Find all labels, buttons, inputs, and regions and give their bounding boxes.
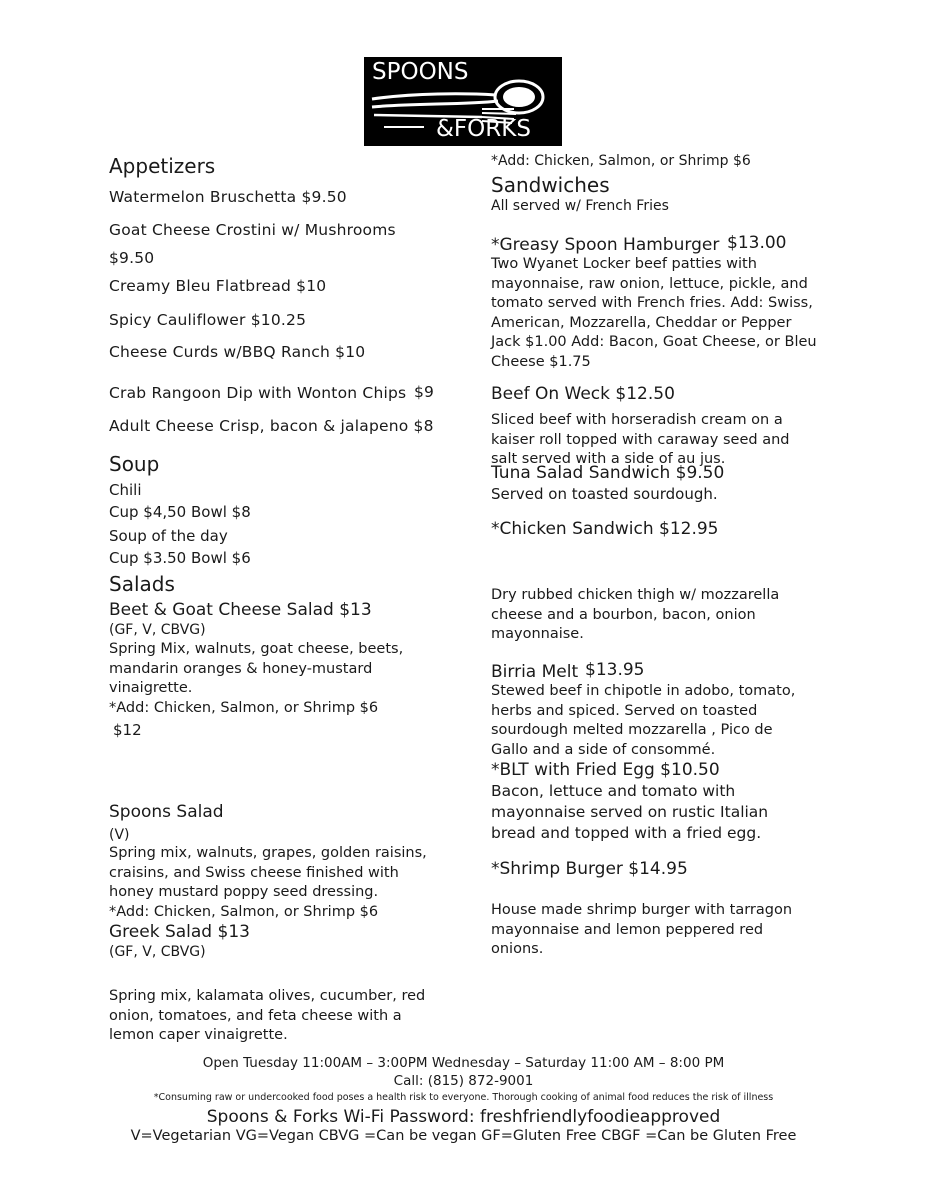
menu-item: Adult Cheese Crisp, bacon & jalapeno $8 xyxy=(109,417,434,435)
menu-item-price: $9 xyxy=(414,383,435,401)
beet-salad-description: Spring Mix, walnuts, goat cheese, beets, mandarin oranges & honey-mustard vinaigrette. *Add: Chicken, Salmon, or Shrimp $6 xyxy=(109,641,404,716)
dietary-legend: V=Vegetarian VG=Vegan CBVG =Can be vegan GF=Gluten Free CBGF =Can be Gluten Free xyxy=(130,1128,797,1144)
sandwiches-subheading: All served w/ French Fries xyxy=(491,198,669,214)
phone-number: Call: (815) 872-9001 xyxy=(393,1073,534,1089)
greek-salad-description: Spring mix, kalamata olives, cucumber, red onion, tomatoes, and feta cheese with a lemon caper vinaigrette. xyxy=(109,988,426,1043)
menu-item-price: $9.50 xyxy=(109,249,155,267)
menu-item: Creamy Bleu Flatbread $10 xyxy=(109,277,327,295)
salads-heading: Salads xyxy=(109,572,175,596)
soup-line: Chili xyxy=(109,481,142,499)
birria-melt-description: Stewed beef in chipotle in adobo, tomato, herbs and spiced. Served on toasted sourdough melted mozzarella , Pico de Gallo and a side of consommé. xyxy=(491,683,796,758)
wifi-password: Spoons & Forks Wi-Fi Password: freshfriendlyfoodieapproved xyxy=(206,1107,721,1127)
greasy-spoon-price: $13.00 xyxy=(727,233,787,253)
tuna-salad-description: Served on toasted sourdough. xyxy=(491,485,718,503)
beet-salad-name: Beet & Goat Cheese Salad $13 xyxy=(109,600,372,620)
logo-line-2: &FORKS xyxy=(436,116,531,142)
menu-item: Spicy Cauliflower $10.25 xyxy=(109,311,307,329)
logo-line-1: SPOONS xyxy=(372,59,469,85)
chicken-sandwich-name: *Chicken Sandwich $12.95 xyxy=(491,519,719,539)
greasy-spoon-description: Two Wyanet Locker beef patties with mayonnaise, raw onion, lettuce, pickle, and tomato served with French fries. Add: Swiss, American, Mozzarella, Cheddar or Pepper Jack $1.00 Add: Bacon, Goat Cheese, or Bleu Cheese $1.75 xyxy=(491,256,817,370)
beet-salad-price-2: $12 xyxy=(113,721,142,739)
add-protein-note: *Add: Chicken, Salmon, or Shrimp $6 xyxy=(491,153,751,169)
spoons-salad-description: Spring mix, walnuts, grapes, golden raisins, craisins, and Swiss cheese finished with honey mustard poppy seed dressing. *Add: Chicken, Salmon, or Shrimp $6 xyxy=(109,845,427,920)
restaurant-logo xyxy=(364,57,562,146)
soup-heading: Soup xyxy=(109,452,160,476)
menu-item: Crab Rangoon Dip with Wonton Chips xyxy=(109,384,407,402)
menu-item: Cheese Curds w/BBQ Ranch $10 xyxy=(109,343,366,361)
soup-line: Cup $3.50 Bowl $6 xyxy=(109,549,251,567)
spoons-salad-tags: (V) xyxy=(109,827,130,843)
greek-salad-tags: (GF, V, CBVG) xyxy=(109,944,206,960)
blt-description: Bacon, lettuce and tomato with mayonnaise served on rustic Italian bread and topped with a fried egg. xyxy=(491,782,769,842)
birria-melt-name: Birria Melt xyxy=(491,662,579,682)
menu-item: Watermelon Bruschetta $9.50 xyxy=(109,188,347,206)
sandwiches-heading: Sandwiches xyxy=(491,173,610,197)
opening-hours: Open Tuesday 11:00AM – 3:00PM Wednesday – Saturday 11:00 AM – 8:00 PM xyxy=(202,1055,725,1071)
greasy-spoon-name: *Greasy Spoon Hamburger xyxy=(491,235,720,255)
menu-item: Goat Cheese Crostini w/ Mushrooms xyxy=(109,221,396,239)
chicken-sandwich-description: Dry rubbed chicken thigh w/ mozzarella cheese and a bourbon, bacon, onion mayonnaise. xyxy=(491,587,780,642)
beef-on-weck-description: Sliced beef with horseradish cream on a kaiser roll topped with caraway seed and salt served with a side of au jus. xyxy=(491,412,790,467)
tuna-salad-name: Tuna Salad Sandwich $9.50 xyxy=(491,463,725,483)
beet-salad-tags: (GF, V, CBVG) xyxy=(109,622,206,638)
soup-line: Cup $4,50 Bowl $8 xyxy=(109,503,251,521)
spoons-salad-name: Spoons Salad xyxy=(109,802,224,822)
birria-melt-price: $13.95 xyxy=(585,660,645,680)
soup-line: Soup of the day xyxy=(109,527,228,545)
blt-name: *BLT with Fried Egg $10.50 xyxy=(491,760,720,780)
shrimp-burger-name: *Shrimp Burger $14.95 xyxy=(491,859,688,879)
greek-salad-name: Greek Salad $13 xyxy=(109,922,250,942)
appetizers-heading: Appetizers xyxy=(109,154,216,178)
health-warning: *Consuming raw or undercooked food poses a health risk to everyone. Thorough cooking of animal food reduces the risk of illness xyxy=(153,1092,774,1103)
shrimp-burger-description: House made shrimp burger with tarragon mayonnaise and lemon peppered red onions. xyxy=(491,902,793,957)
beef-on-weck-name: Beef On Weck $12.50 xyxy=(491,384,675,404)
